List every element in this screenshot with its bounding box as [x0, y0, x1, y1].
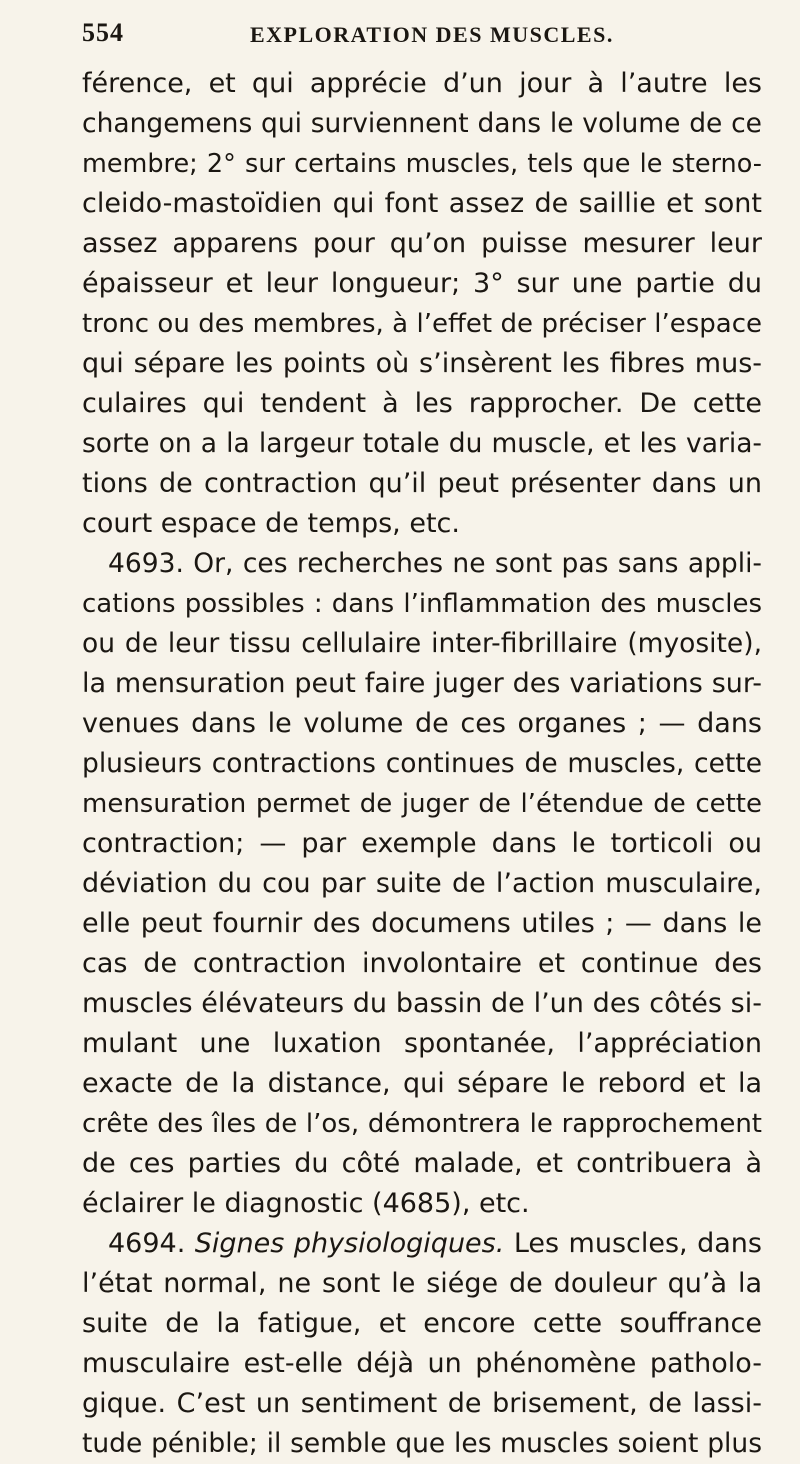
- text-line: culaires qui tendent à les rapprocher. De cette: [82, 388, 762, 419]
- paragraph-4693-first-line: 4693. Or, ces recherches ne sont pas sans appli-: [108, 548, 762, 579]
- text-line: ou de leur tissu cellulaire inter-fibrillaire (myosite),: [82, 628, 762, 659]
- text-line: exacte de la distance, qui sépare le rebord et la: [82, 1068, 762, 1099]
- text-line: mensuration permet de juger de l’étendue de cette: [82, 789, 762, 819]
- text-line: muscles élévateurs du bassin de l’un des côtés si-: [82, 988, 762, 1019]
- text-line: tions de contraction qu’il peut présenter dans un: [82, 468, 762, 499]
- text-line: éclairer le diagnostic (4685), etc.: [82, 1188, 530, 1219]
- text-line: suite de la fatigue, et encore cette souffrance: [82, 1308, 762, 1339]
- text-line: cations possibles : dans l’inflammation des muscles: [82, 589, 762, 619]
- text-line: assez apparens pour qu’on puisse mesurer leur: [82, 228, 762, 259]
- text-line: tude pénible; il semble que les muscles soient plus: [82, 1428, 762, 1459]
- text-line: musculaire est-elle déjà un phénomène patholo-: [82, 1348, 762, 1379]
- section-heading: Signes physiologiques.: [194, 1228, 505, 1259]
- text-line: court espace de temps, etc.: [82, 508, 460, 539]
- text-line: mulant une luxation spontanée, l’appréciation: [82, 1028, 762, 1059]
- text-line: tronc ou des membres, à l’effet de préciser l’espace: [82, 309, 762, 339]
- text-line: membre; 2° sur certains muscles, tels que le sterno-: [82, 149, 762, 179]
- text-line: venues dans le volume de ces organes ; — dans: [82, 708, 762, 739]
- text-line: sorte on a la largeur totale du muscle, et les varia-: [82, 428, 762, 459]
- text-line: la mensuration peut faire juger des variations sur-: [82, 668, 762, 699]
- text-line: cleido-mastoïdien qui font assez de saillie et sont: [82, 188, 762, 219]
- text-line: épaisseur et leur longueur; 3° sur une partie du: [82, 268, 762, 299]
- running-title: EXPLORATION DES MUSCLES.: [250, 22, 614, 47]
- body-text: [82, 64, 762, 1464]
- text-line: plusieurs contractions continues de muscles, cette: [82, 748, 762, 779]
- text-line: férence, et qui apprécie d’un jour à l’autre les: [82, 68, 762, 99]
- paragraph-number: 4694.: [108, 1228, 186, 1259]
- text-line: elle peut fournir des documens utiles ; — dans le: [82, 908, 762, 939]
- text-line: cas de contraction involontaire et continue des: [82, 948, 762, 979]
- text-line: gique. C’est un sentiment de brisement, de lassi-: [82, 1388, 762, 1419]
- text-line: changemens qui surviennent dans le volume de ce: [82, 108, 762, 139]
- text-line: de ces parties du côté malade, et contribuera à: [82, 1148, 762, 1179]
- text-line: l’état normal, ne sont le siége de douleur qu’à la: [82, 1268, 762, 1299]
- page-number: 554: [82, 18, 124, 47]
- running-head: [82, 18, 742, 54]
- paragraph-4694-first-line: [82, 1224, 762, 1264]
- text-line: déviation du cou par suite de l’action musculaire,: [82, 868, 762, 899]
- text-line: contraction; — par exemple dans le torticoli ou: [82, 828, 762, 859]
- text-line: crête des îles de l’os, démontrera le rapprochement: [82, 1109, 762, 1139]
- paragraph-text: Les muscles, dans: [513, 1228, 762, 1259]
- text-line: qui sépare les points où s’insèrent les fibres mus-: [82, 348, 762, 379]
